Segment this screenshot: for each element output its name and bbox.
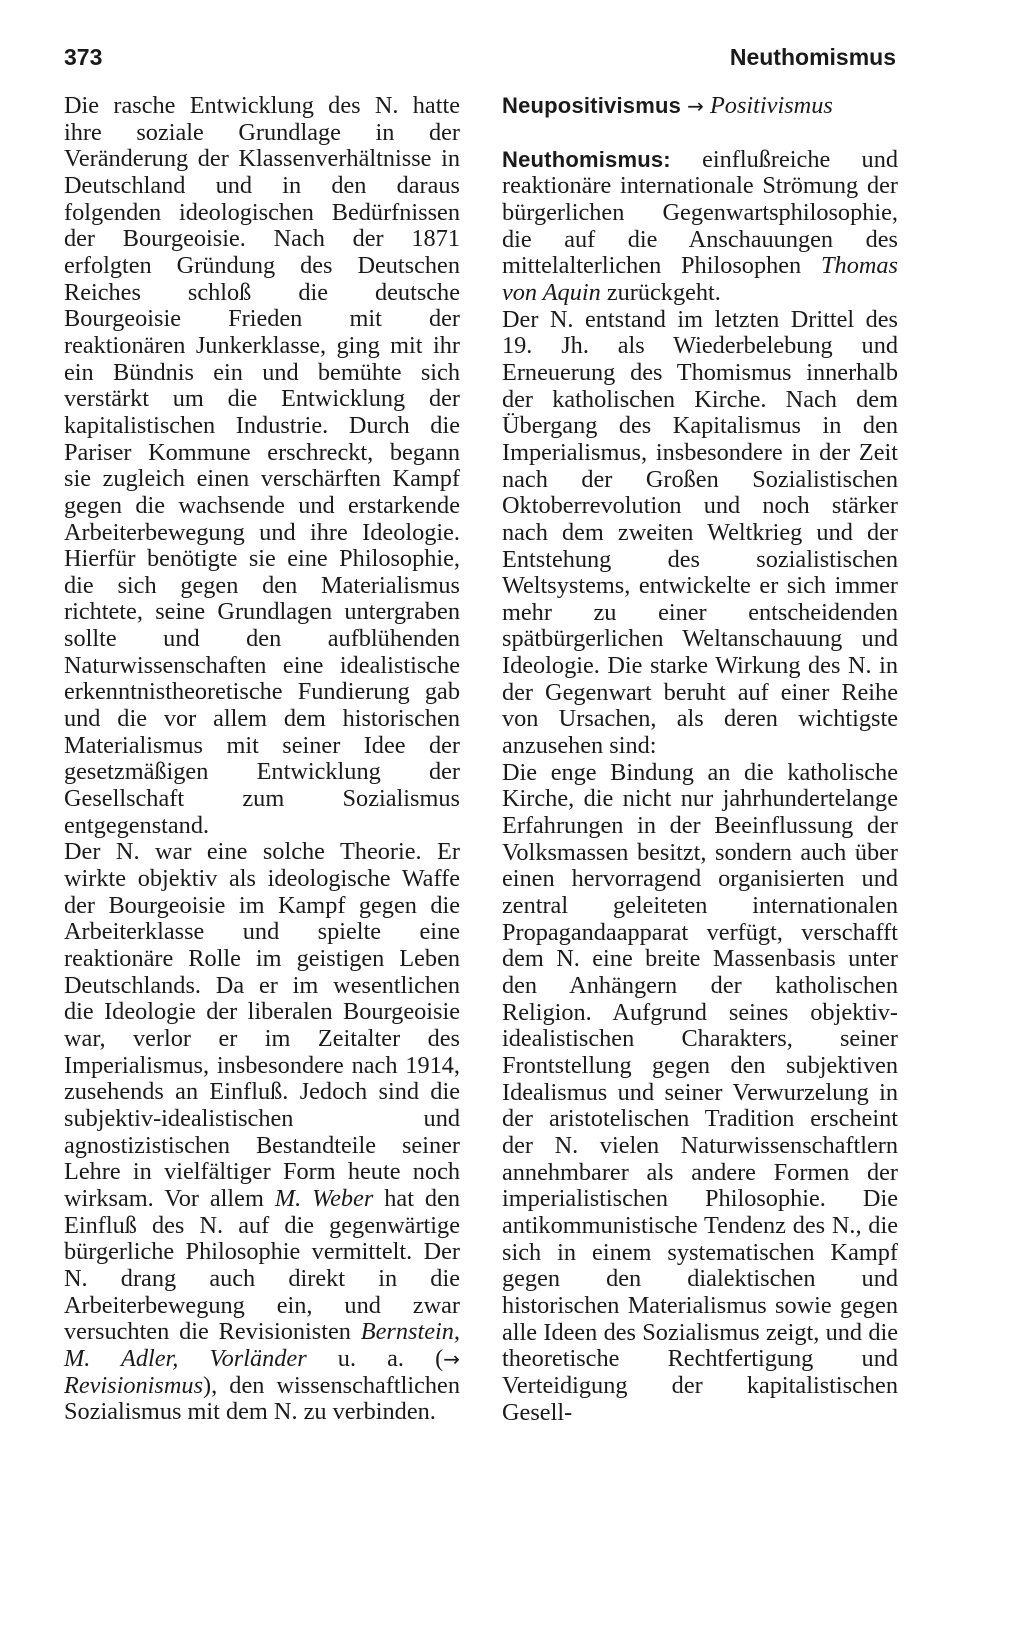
page-header xyxy=(64,44,896,80)
paragraph-text: Die rasche Entwicklung des N. hatte ihre soziale Grundlage in der Veränderung der Klassenverhältnisse in Deutschland und in den daraus folgenden ideologischen Bedürfnissen der Bourgeoisie. Nach der 1871 erfolgten Gründung des Deutschen Reiches schloß die deutsche Bourgeoisie Frieden mit der reaktionären Junkerklasse, ging mit ihr ein Bündnis ein und bemühte sich verstärkt um die Entwicklung der kapitalistischen Industrie. Durch die Pariser Kommune erschreckt, begann sie zugleich einen verschärften Kampf gegen die wachsende und erstarkende Arbeiterbewegung und ihre Ideologie. Hierfür benötigte sie eine Philosophie, die sich gegen den Materialismus richtete, seine Grundlagen untergraben sollte und den aufblühenden Naturwissenschaften eine idealistische erkenntnistheoretische Fundierung gab und die vor allem dem historischen Materialismus mit seiner Idee der gesetzmäßigen Entwicklung der Gesellschaft zum Sozialismus entgegenstand. xyxy=(64,92,460,839)
person-reference: Bernstein, M. Adler, Vorländer xyxy=(64,1318,460,1372)
body-paragraph xyxy=(64,839,460,1425)
paragraph-text: Der N. war eine solche Theorie. Er wirkte objektiv als ideologische Waffe der Bourgeoisie im Kampf gegen die Arbeiterklasse und spielte eine reaktionäre Rolle im geistigen Leben Deutschlands. Da er im wesentlichen die Ideologie der liberalen Bourgeoisie war, verlor er im Zeitalter des Imperialismus, insbesondere nach 1914, zusehends an Einfluß. Jedoch sind die subjektiv-idealistischen und agnostizistischen Bestandteile seiner Lehre in vielfältiger Form heute noch wirksam. Vor allem xyxy=(64,838,460,1212)
entry-term: Neupositivismus xyxy=(502,93,682,118)
paragraph-text: Der N. entstand im letzten Drittel des 19. Jh. als Wiederbelebung und Erneuerung des Thomismus innerhalb der katholischen Kirche. Nach dem Übergang des Kapitalismus in den Imperialismus, insbesondere in der Zeit nach der Großen Sozialistischen Oktoberrevolution und noch stärker nach dem zweiten Weltkrieg und der Entstehung des sozialistischen Weltsystems, entwickelte er sich immer mehr zu einer entscheidenden spätbürgerlichen Weltanschauung und Ideologie. Die starke Wirkung des N. in der Gegenwart beruht auf einer Reihe von Ursachen, als deren wichtigste anzusehen sind: xyxy=(502,305,898,760)
cross-reference-link[interactable]: Revisionismus xyxy=(64,1371,204,1399)
cross-reference-arrow-icon: → xyxy=(687,94,704,118)
paragraph-text: Die enge Bindung an die katholische Kirche, die nicht nur jahrhundertelange Erfahrungen in der Beeinflussung der Volksmassen besitzt, sondern auch über einen hervorragend organisierten und zentral geleiteten internationalen Propagandaapparat verfügt, verschafft dem N. eine breite Massenbasis unter den Anhängern der katholischen Religion. Aufgrund seines objektiv-idealistischen Charakters, seiner Frontstellung gegen den subjektiven Idealismus und seiner Verwurzelung in der aristotelischen Tradition erscheint der N. vielen Naturwissenschaftlern annehmbarer als andere Formen der imperialistischen Philosophie. Die antikommunistische Tendenz des N., die sich in einem systematischen Kampf gegen den dialektischen und historischen Materialismus sowie gegen alle Ideen des Sozialismus zeigt, und die theoretische Rechtfertigung und Verteidigung der kapitalistischen Gesell- xyxy=(502,758,898,1426)
paragraph-text: ), den wissenschaftlichen Sozialismus mit dem N. zu verbinden. xyxy=(64,1371,460,1426)
body-paragraph xyxy=(64,93,460,839)
person-reference: Thomas von Aquin xyxy=(502,252,898,306)
dictionary-entry-neuthomismus xyxy=(502,147,898,307)
body-paragraph xyxy=(502,760,898,1426)
definition-text: zurückgeht. xyxy=(600,278,721,306)
dictionary-entry-neupositivismus xyxy=(502,93,898,120)
right-column xyxy=(502,93,898,1426)
running-head: Neuthomismus xyxy=(729,44,896,70)
page-number: 373 xyxy=(64,44,103,70)
body-paragraph xyxy=(502,307,898,760)
entry-term: Neuthomismus: xyxy=(502,146,671,172)
paragraph-text: u. a. ( xyxy=(306,1344,444,1372)
cross-reference-link[interactable]: Positivismus xyxy=(709,92,833,119)
person-reference: M. Weber xyxy=(274,1184,374,1212)
cross-reference-arrow-icon: → xyxy=(443,1346,460,1371)
definition-text: einflußreiche und reaktionäre internationale Strömung der bürgerlichen Gegenwartsphilosophie, die auf die Anschauungen des mittelalterlichen Philosophen xyxy=(502,145,898,280)
left-column xyxy=(64,93,460,1426)
paragraph-text: hat den Einfluß des N. auf die gegenwärtige bürgerliche Philosophie vermittelt. Der N. drang auch direkt in die Arbeiterbewegung ein, und zwar versuchten die Revisionisten xyxy=(64,1184,460,1346)
